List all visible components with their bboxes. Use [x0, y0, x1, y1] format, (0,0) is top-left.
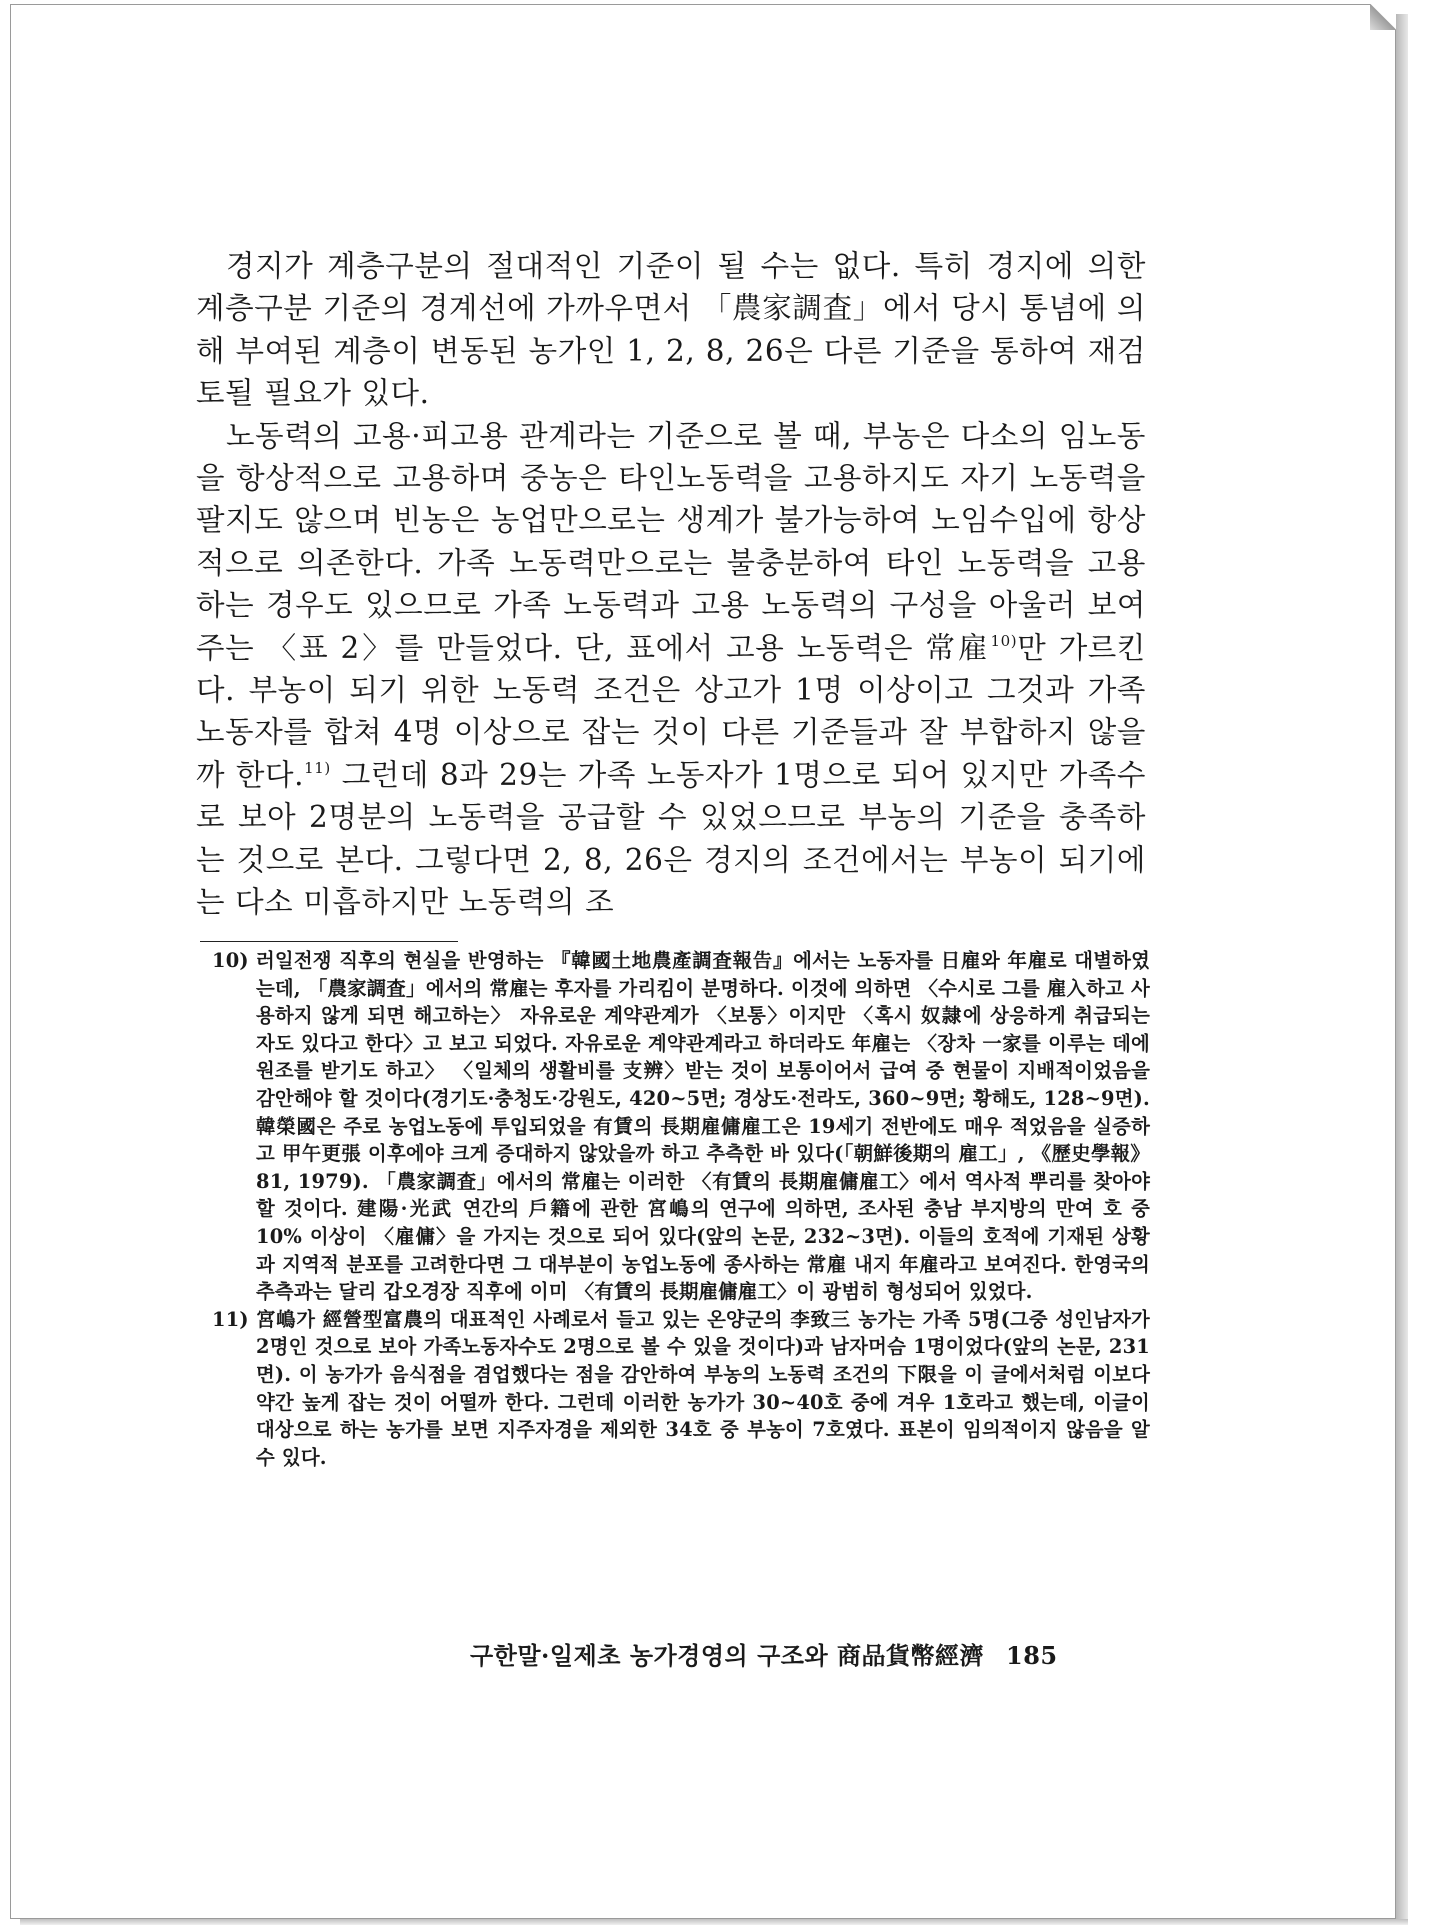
paragraph-2-part-a: 노동력의 고용·피고용 관계라는 기준으로 볼 때, 부농은 다소의 임노동을 항상적으로 고용하며 중농은 타인노동력을 고용하지도 자기 노동력을 팔지도 않으며 빈농은 농업만으로는 생계가 불가능하여 노임수입에 항상적으로 의존한다. 가족 노동력만으로는 불충분하여 타인 노동력을 고용하는 경우도 있으므로 가족 노동력과 고용 노동력의 구성을 아울러 보여주는 〈표 2〉를 만들었다. 단, 표에서 고용 노동력은 常雇 — [196, 418, 1146, 665]
page-curl-corner — [1370, 4, 1396, 30]
footnote-10 — [212, 947, 1150, 1306]
paragraph-2-part-b: 만 가르킨다. 부농이 되기 위한 노동력 조건은 상고가 1명 이상이고 그것과 가족 노동자를 합쳐 4명 이상으로 잡는 것이 다른 기준들과 잘 부합하지 않을까 한다. — [196, 630, 1146, 792]
page-shadow-bottom — [20, 1919, 1408, 1925]
footnote-ref-11: 11) — [304, 758, 331, 777]
page-shadow — [1396, 14, 1408, 1919]
paragraph-2-part-c: 그런데 8과 29는 가족 노동자가 1명으로 되어 있지만 가족수로 보아 2명분의 노동력을 공급할 수 있었으므로 부농의 기준을 충족하는 것으로 본다. 그렇다면 2, 8, 26은 경지의 조건에서는 부농이 되기에는 다소 미흡하지만 노동력의 조 — [196, 757, 1146, 920]
page-number: 185 — [1006, 1641, 1058, 1670]
footnote-11 — [212, 1306, 1150, 1472]
body-text — [196, 245, 1146, 924]
paragraph-1: 경지가 계층구분의 절대적인 기준이 될 수는 없다. 특히 경지에 의한 계층구분 기준의 경계선에 가까우면서 「農家調査」에서 당시 통념에 의해 부여된 계층이 변동된 농가인 1, 2, 8, 26은 다른 기준을 통하여 재검토될 필요가 있다. — [196, 249, 1146, 411]
footnote-divider — [200, 941, 458, 942]
footnotes — [212, 947, 1150, 1471]
page-footer — [470, 1636, 1170, 1671]
footnote-ref-10: 10) — [990, 631, 1018, 650]
footnote-text: 러일전쟁 직후의 현실을 반영하는 『韓國土地農產調査報告』에서는 노동자를 日雇와 年雇로 대별하였는데, 「農家調査」에서의 常雇는 후자를 가리킴이 분명하다. 이것에 의하면 〈수시로 그를 雇入하고 사용하지 않게 되면 해고하는〉 자유로운 계약관계가 〈보통〉이지만 〈혹시 奴隷에 상응하게 취급되는 자도 있다고 한다〉고 보고 되었다. 자유로운 계약관계라고 하더라도 年雇는 〈장차 一家를 이루는 데에 원조를 받기도 하고〉 〈일체의 생활비를 支辨〉받는 것이 보통이어서 급여 중 현물이 지배적이었음을 감안해야 할 것이다(경기도·충청도·강원도, 420~5면; 경상도·전라도, 360~9면; 황해도, 128~9면). 韓榮國은 주로 농업노동에 투입되었을 有賃의 長期雇傭雇工은 19세기 전반에도 매우 적었음을 실증하고 甲午更張 이후에야 크게 증대하지 않았을까 하고 추측한 바 있다(「朝鮮後期의 雇工」, 《歷史學報》 81, 1979). 「農家調査」에서의 常雇는 이러한 〈有賃의 長期雇傭雇工〉에서 역사적 뿌리를 찾아야 할 것이다. 建陽·光武 연간의 戶籍에 관한 宮嶋의 연구에 의하면, 조사된 충남 부지방의 만여 호 중 10% 이상이 〈雇傭〉을 가지는 것으로 되어 있다(앞의 논문, 232~3면). 이들의 호적에 기재된 상황과 지역적 분포를 고려한다면 그 대부분이 농업노동에 종사하는 常雇 내지 年雇라고 보여진다. 한영국의 추측과는 달리 갑오경장 직후에 이미 〈有賃의 長期雇傭雇工〉이 광범히 형성되어 있었다. — [256, 949, 1150, 1304]
footnote-text: 宮嶋가 經營型富農의 대표적인 사례로서 들고 있는 온양군의 李致三 농가는 가족 5명(그중 성인남자가 2명인 것으로 보아 가족노동자수도 2명으로 볼 수 있을 것이다)과 남자머슴 1명이었다(앞의 논문, 231면). 이 농가가 음식점을 겸업했다는 점을 감안하여 부농의 노동력 조건의 下限을 이 글에서처럼 이보다 약간 높게 잡는 것이 어떨까 한다. 그런데 이러한 농가가 30~40호 중에 겨우 1호라고 했는데, 이글이 대상으로 하는 농가를 보면 지주자경을 제외한 34호 중 부농이 7호였다. 표본이 임의적이지 않음을 알 수 있다. — [256, 1307, 1150, 1469]
paragraph-2 — [196, 415, 1146, 924]
running-title: 구한말·일제초 농가경영의 구조와 商品貨幣經濟 — [470, 1641, 984, 1670]
footnote-number: 11) — [212, 1307, 249, 1331]
footnote-number: 10) — [212, 949, 249, 972]
